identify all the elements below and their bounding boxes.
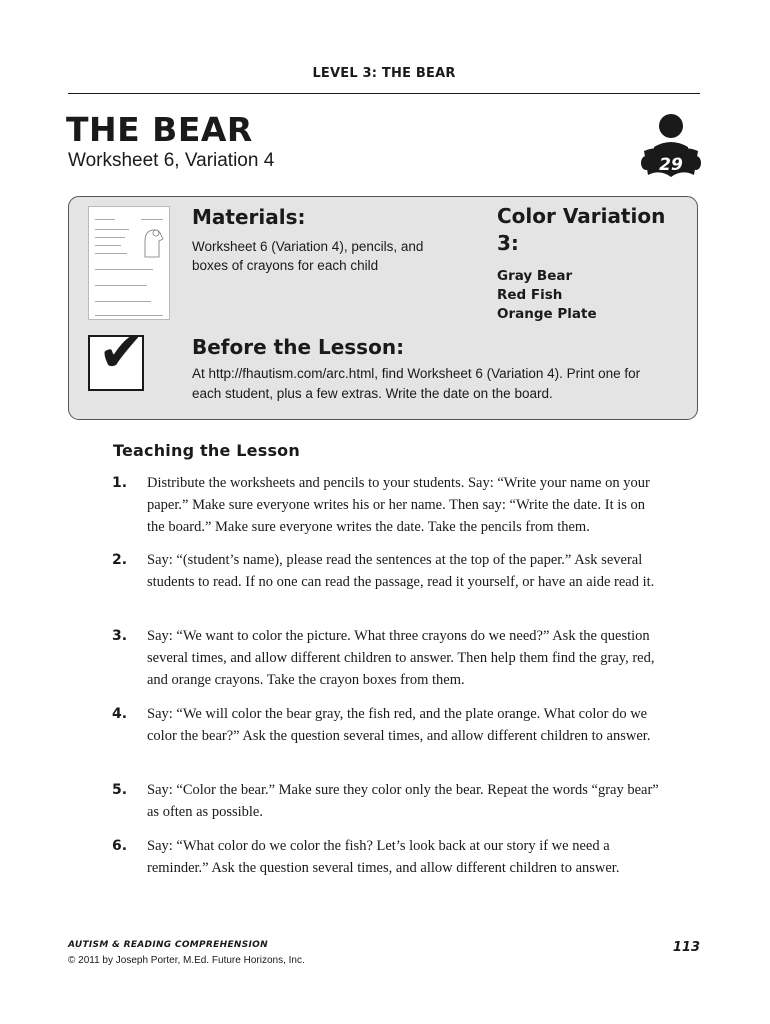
badge-number: 29: [659, 155, 683, 175]
before-lesson-text: At http://fhautism.com/arc.html, find Worksheet 6 (Variation 4). Print one for each student, plus a few extras. Write the date on the board.: [192, 366, 641, 401]
step-text: Say: “What color do we color the fish? Let’s look back at our story if we need a reminder.” Ask the question several times, and allow different children to answer.: [147, 838, 620, 876]
materials-text: Worksheet 6 (Variation 4), pencils, and boxes of crayons for each child: [192, 239, 424, 273]
reader-badge-icon: [640, 113, 702, 183]
step-text: Say: “We want to color the picture. What three crayons do we need?” Ask the question several times, and allow different children to answer. Then help them find the gray, red, and orange crayons. Take the crayon boxes from them.: [147, 628, 655, 688]
checkmark-box-icon: ✔: [88, 335, 144, 391]
step-number: 1.: [112, 475, 128, 491]
color-item-fish: Red Fish: [497, 287, 563, 303]
step-number: 3.: [112, 628, 128, 644]
header-rule: [68, 93, 700, 94]
footer-copyright: © 2011 by Joseph Porter, M.Ed. Future Horizons, Inc.: [68, 955, 305, 966]
teaching-heading: Teaching the Lesson: [113, 441, 300, 460]
running-head: LEVEL 3: THE BEAR: [312, 66, 456, 81]
step-text: Say: “Color the bear.” Make sure they color only the bear. Repeat the words “gray bear” as often as possible.: [147, 782, 659, 820]
before-lesson-heading: Before the Lesson:: [192, 335, 405, 359]
page-title: THE BEAR: [66, 110, 253, 149]
step-number: 5.: [112, 782, 128, 798]
worksheet-thumbnail: [88, 206, 170, 320]
footer-book-title: AUTISM & READING COMPREHENSION: [68, 940, 268, 950]
color-item-bear: Gray Bear: [497, 268, 573, 284]
page-number: 113: [672, 940, 700, 955]
step-text: Say: “(student’s name), please read the sentences at the top of the paper.” Ask several students to read. If no one can read the passage, read it yourself, or have an aide read it.: [147, 552, 655, 590]
color-item-plate: Orange Plate: [497, 306, 597, 322]
step-number: 2.: [112, 552, 128, 568]
color-variation-heading: Color Variation 3:: [497, 204, 666, 255]
step-text: Say: “We will color the bear gray, the fish red, and the plate orange. What color do we color the bear?” Ask the question several times, and allow different children to answer.: [147, 706, 651, 744]
materials-heading: Materials:: [192, 205, 306, 229]
step-number: 6.: [112, 838, 128, 854]
page-subtitle: Worksheet 6, Variation 4: [68, 150, 275, 171]
step-number: 4.: [112, 706, 128, 722]
step-text: Distribute the worksheets and pencils to your students. Say: “Write your name on your paper.” Make sure everyone writes his or her name. Then say: “Write the date. It is on the board.” Make sure everyone writes the date. Take the pencils from them.: [147, 475, 650, 535]
